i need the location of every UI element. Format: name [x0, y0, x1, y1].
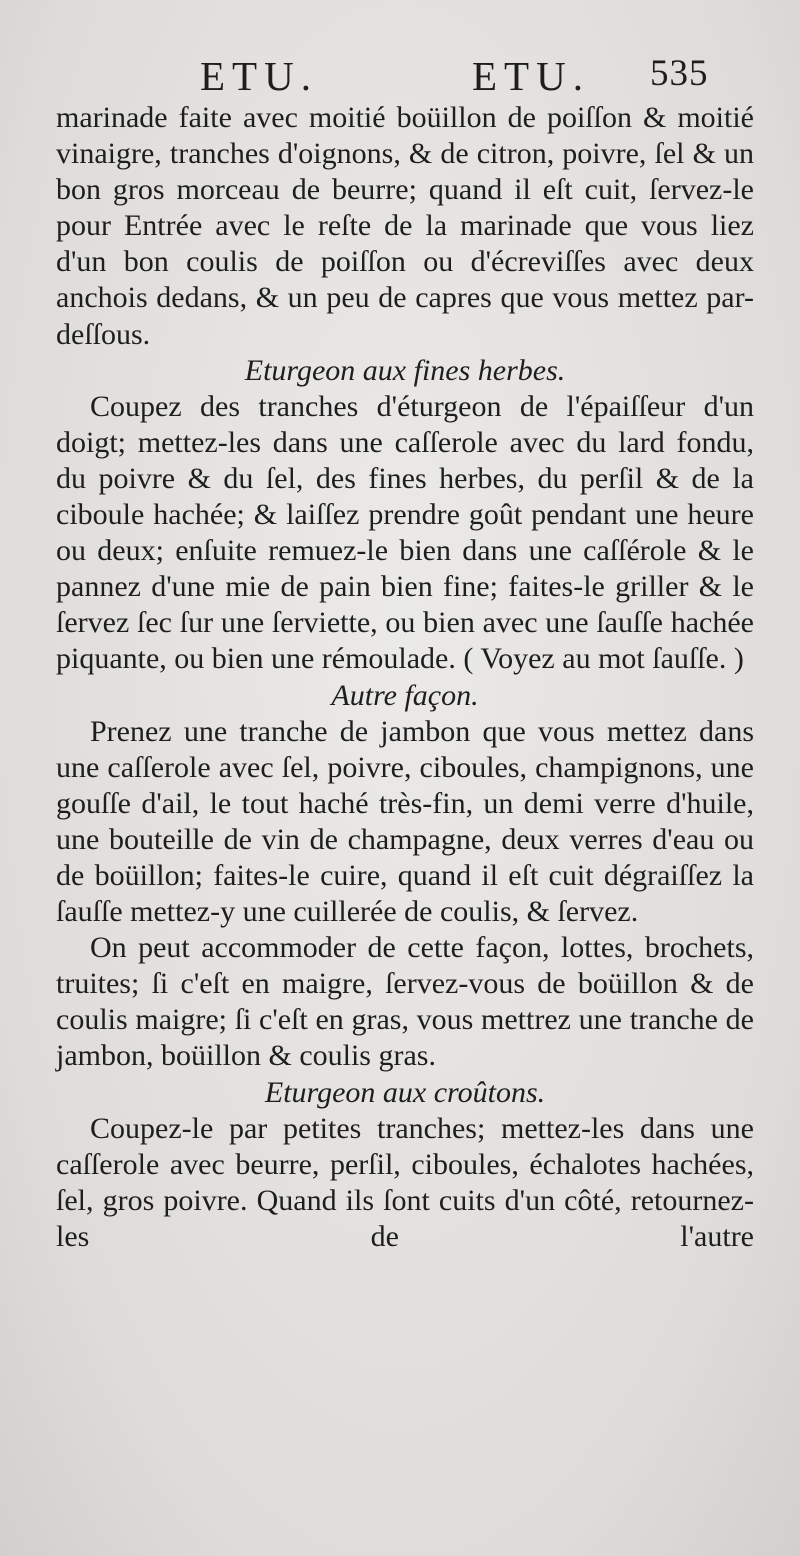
paragraph-autre-facon: Prenez une tranche de jambon que vous mettez dans une caſſerole avec ſel, poivre, ciboules, champignons, une gouſſe d'ail, le tout haché très-fin, un demi verre d'huile, une bouteille de vin de champagne, deux verres d'eau ou de boüillon; faites-le cuire, quand il eſt cuit dégraiſſez la ſauſſe mettez-y une cuillerée de coulis, & ſervez.	[56, 714, 754, 929]
page-number: 535	[650, 53, 709, 94]
header-left: ETU.	[200, 53, 318, 99]
recipe-title-croutons: Eturgeon aux croûtons.	[264, 1075, 546, 1109]
recipe-title-autre-facon: Autre façon.	[331, 678, 479, 712]
header-right: ETU.	[472, 53, 590, 99]
paragraph-croutons: Coupez-le par petites tranches; mettez-les dans une caſſerole avec beurre, perſil, ciboules, échalotes hachées, ſel, gros poivre. Quand ils ſont cuits d'un côté, retournez-les de l'autre	[56, 1111, 754, 1253]
recipe-title-fines-herbes: Eturgeon aux fines herbes.	[244, 353, 566, 387]
running-header	[0, 52, 800, 100]
paragraph-variations: On peut accommoder de cette façon, lottes, brochets, truites; ſi c'eſt en maigre, ſervez-vous de boüillon & de coulis maigre; ſi c'eſt en gras, vous mettrez une tranche de jambon, boüillon & coulis gras.	[56, 931, 754, 1073]
body-text	[56, 100, 754, 1255]
paragraph-fines-herbes: Coupez des tranches d'éturgeon de l'épaiſſeur d'un doigt; mettez-les dans une caſſerole avec du lard fondu, du poivre & du ſel, des fines herbes, du perſil & de la ciboule hachée; & laiſſez prendre goût pendant une heure ou deux; enſuite remuez-le bien dans une caſſérole & le pannez d'une mie de pain bien fine; faites-le griller & le ſervez ſec ſur une ſerviette, ou bien avec une ſauſſe hachée piquante, ou bien une rémoulade. ( Voyez au mot ſauſſe. )	[56, 389, 754, 676]
paragraph-marinade: marinade faite avec moitié boüillon de poiſſon & moitié vinaigre, tranches d'oignons, & de citron, poivre, ſel & un bon gros morceau de beurre; quand il eſt cuit, ſervez-le pour Entrée avec le reſte de la marinade que vous liez d'un bon coulis de poiſſon ou d'écreviſſes avec deux anchois dedans, & un peu de capres que vous mettez par-deſſous.	[56, 101, 754, 351]
